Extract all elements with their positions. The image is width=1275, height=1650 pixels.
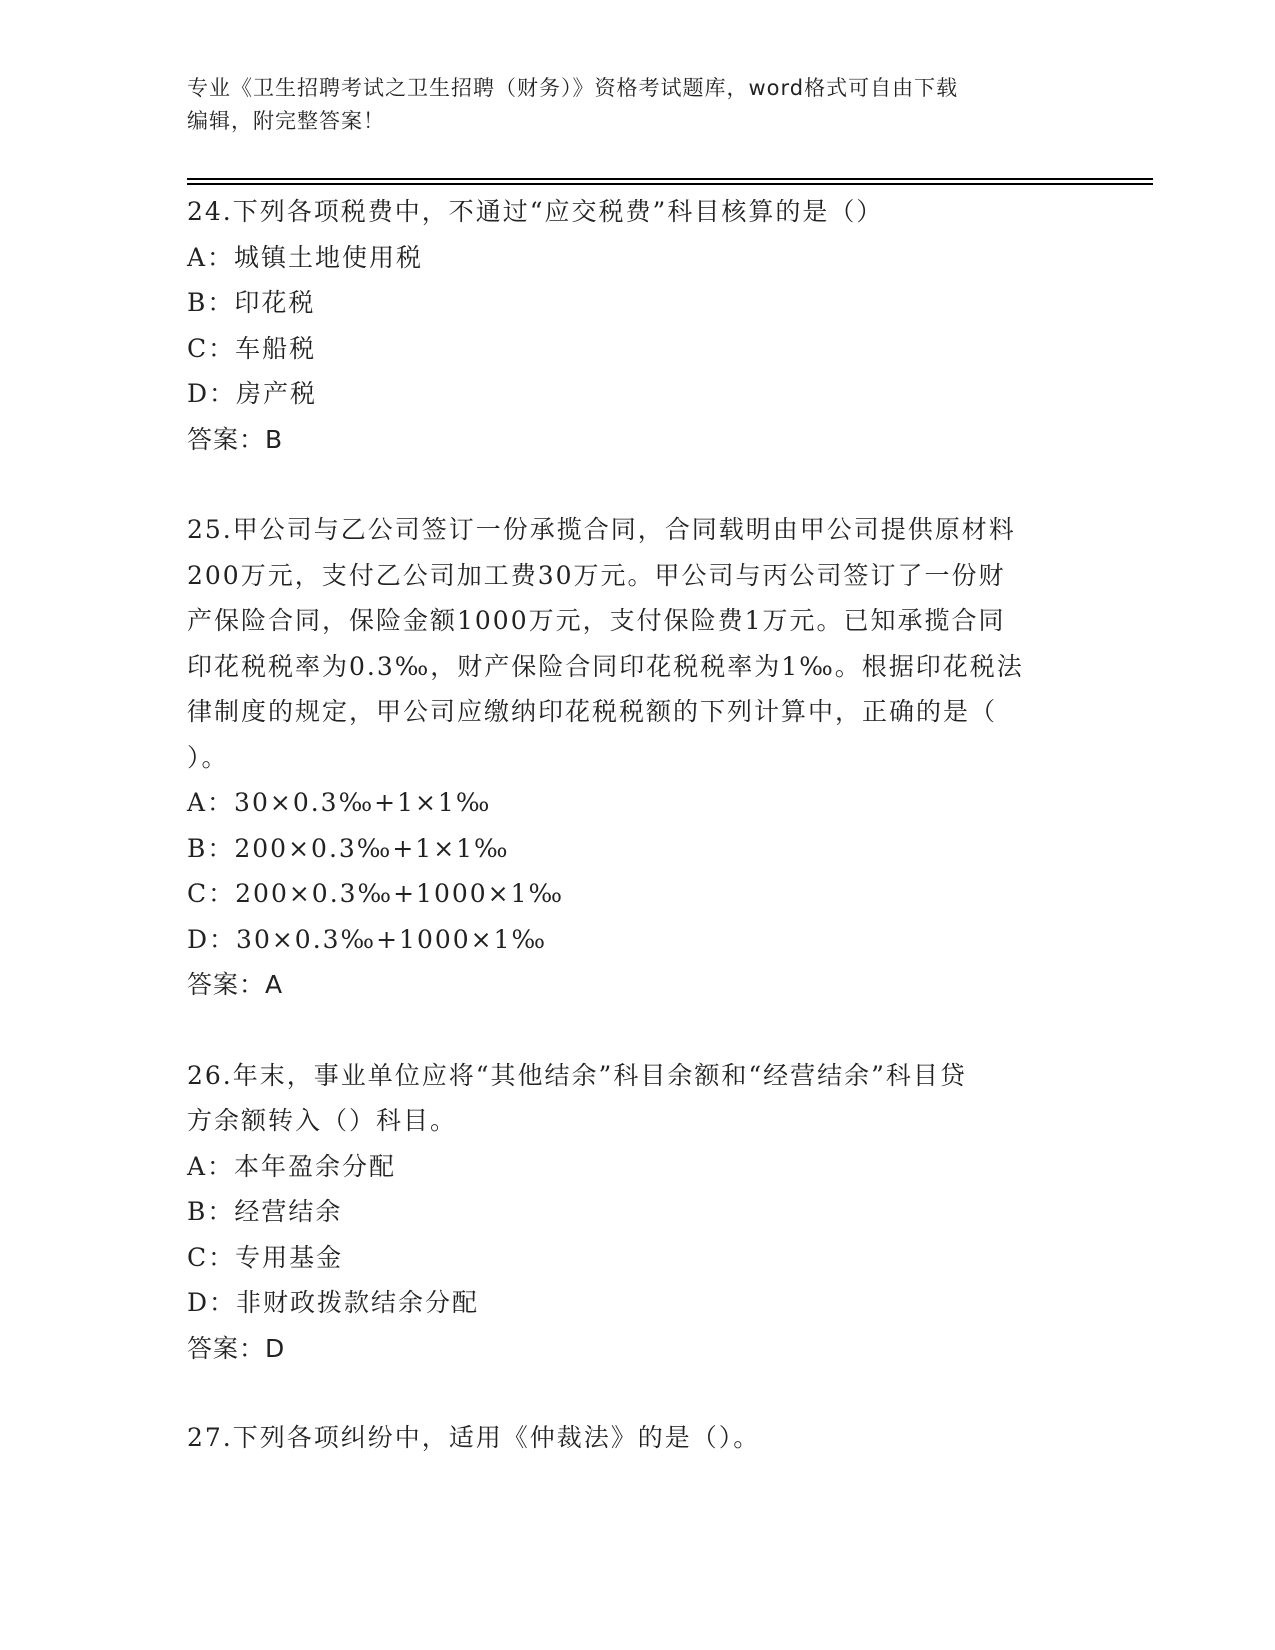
document-header bbox=[187, 72, 1067, 138]
option-d: D：非财政拨款结余分配 bbox=[187, 1288, 480, 1317]
option-b: B：印花税 bbox=[187, 288, 316, 317]
question-24 bbox=[187, 189, 1077, 462]
option-b: B：200×0.3‰+1×1‰ bbox=[187, 833, 510, 863]
question-text-line-3: 产保险合同，保险金额1000万元，支付保险费1万元。已知承揽合同 bbox=[187, 606, 1006, 635]
header-line-1: 专业《卫生招聘考试之卫生招聘（财务）》资格考试题库，word格式可自由下载 bbox=[187, 76, 959, 100]
answer: 答案：B bbox=[187, 424, 284, 454]
option-c: C：车船税 bbox=[187, 333, 317, 363]
question-list bbox=[187, 189, 1077, 1507]
question-text: 27.下列各项纠纷中，适用《仲裁法》的是（）。 bbox=[187, 1423, 761, 1452]
question-text-line-2: 200万元，支付乙公司加工费30万元。甲公司与丙公司签订了一份财 bbox=[187, 560, 1006, 590]
question-text-line-5: 律制度的规定，甲公司应缴纳印花税税额的下列计算中，正确的是（ bbox=[187, 697, 998, 726]
header-divider-bottom bbox=[187, 183, 1153, 185]
header-line-2: 编辑，附完整答案！ bbox=[187, 109, 385, 133]
option-d: D：房产税 bbox=[187, 379, 318, 408]
question-text-line-4: 印花税税率为0.3‰，财产保险合同印花税税率为1‰。根据印花税法 bbox=[187, 651, 1024, 681]
header-divider-top bbox=[187, 178, 1153, 180]
question-27 bbox=[187, 1415, 1077, 1461]
option-a: A：30×0.3‰+1×1‰ bbox=[187, 788, 492, 817]
option-b: B：经营结余 bbox=[187, 1197, 343, 1226]
answer: 答案：D bbox=[187, 1333, 286, 1363]
question-text: 24.下列各项税费中，不通过“应交税费”科目核算的是（） bbox=[187, 197, 884, 226]
question-text-line-2: 方余额转入（）科目。 bbox=[187, 1106, 458, 1135]
question-text-line-1: 25.甲公司与乙公司签订一份承揽合同，合同载明由甲公司提供原材料 bbox=[187, 515, 1016, 544]
option-d: D：30×0.3‰+1000×1‰ bbox=[187, 924, 548, 954]
option-c: C：200×0.3‰+1000×1‰ bbox=[187, 879, 565, 908]
question-text-line-6: ）。 bbox=[187, 742, 229, 772]
question-26 bbox=[187, 1053, 1077, 1372]
option-a: A：城镇土地使用税 bbox=[187, 242, 424, 272]
question-text-line-1: 26.年末，事业单位应将“其他结余”科目余额和“经营结余”科目贷 bbox=[187, 1060, 967, 1090]
answer: 答案：A bbox=[187, 970, 284, 999]
option-a: A：本年盈余分配 bbox=[187, 1151, 397, 1181]
question-25 bbox=[187, 507, 1077, 1008]
option-c: C：专用基金 bbox=[187, 1242, 344, 1272]
